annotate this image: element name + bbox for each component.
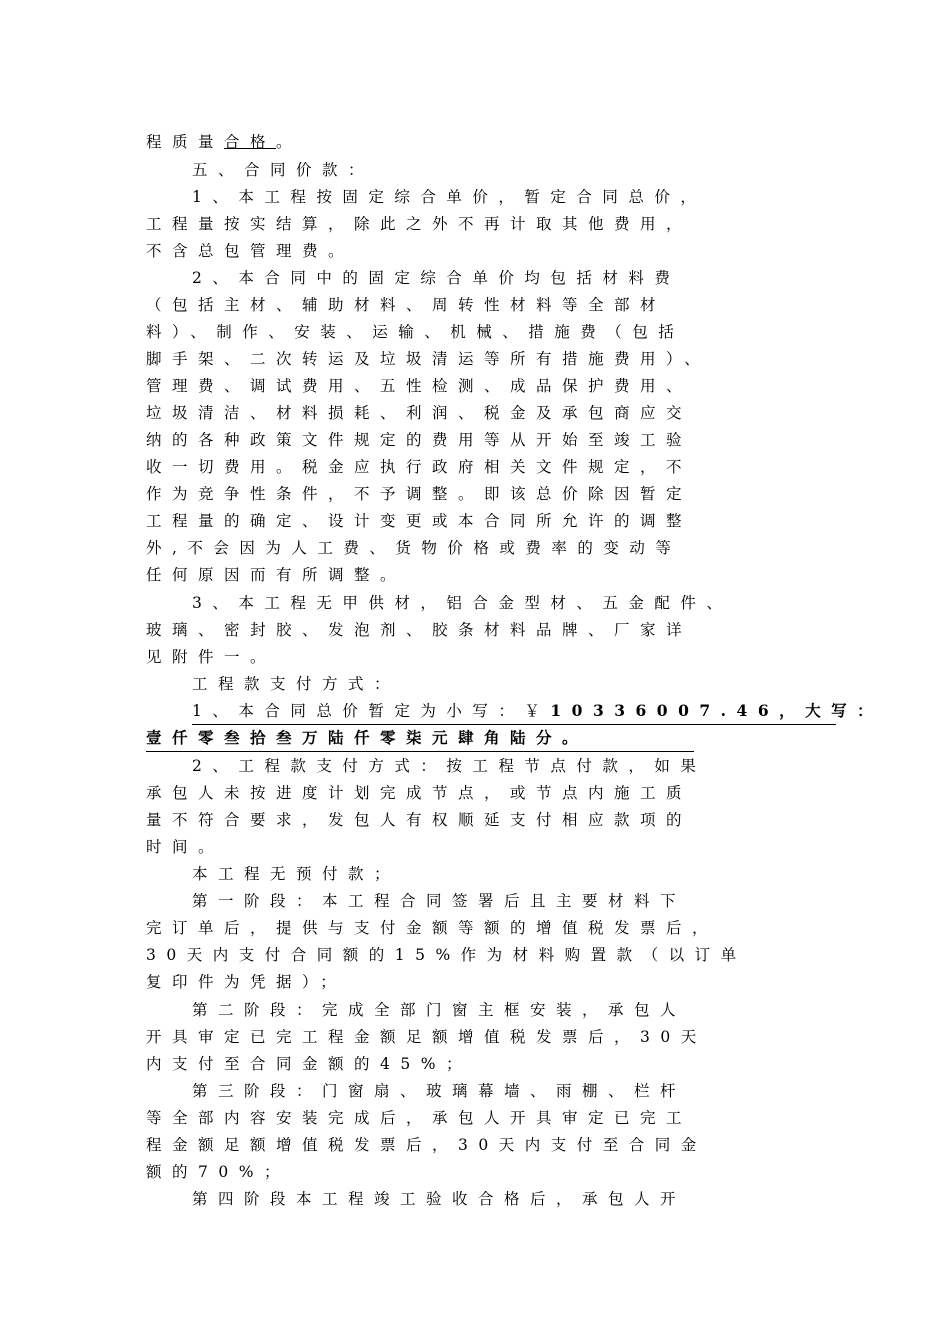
text-line: 额的70%；	[146, 1163, 290, 1181]
contract-amount-in-words: 壹仟零叁拾叁万陆仟零柒元肆角陆分。	[146, 725, 694, 752]
text-line: 2、本合同中的固定综合单价均包括材料费	[192, 269, 681, 287]
underlined-text: 合格	[224, 133, 277, 151]
text-span: 程质量	[146, 133, 225, 151]
contract-total-line	[192, 698, 884, 725]
text-line: 玻璃、密封胶、发泡剂、胶条材料品牌、厂家详	[146, 621, 693, 639]
text-line: 2、工程款支付方式：按工程节点付款，如果	[192, 757, 707, 775]
text-line: 垃圾清洁、材料损耗、利润、税金及承包商应交	[146, 404, 693, 422]
text-line: 任何原因而有所调整。	[146, 566, 407, 584]
contract-amount: 10336007.46，大写：	[550, 701, 884, 720]
text-line: 本工程无预付款；	[192, 865, 401, 883]
text-line: 料）、制作、安装、运输、机械、措施费（包括	[146, 323, 685, 341]
text-line: 纳的各种政策文件规定的费用等从开始至竣工验	[146, 431, 693, 449]
text-line: 脚手架、二次转运及垃圾清运等所有措施费用）、	[146, 350, 711, 368]
text-line: 完订单后，提供与支付金额等额的增值税发票后，	[146, 919, 719, 937]
text-span: 1、本合同总价暂定为小写：￥	[192, 702, 551, 720]
text-line: 30天内支付合同额的15%作为材料购置款（以订单	[146, 946, 747, 964]
text-line: 作为竞争性条件，不予调整。即该总价除因暂定	[146, 485, 693, 503]
text-line: 第三阶段：门窗扇、玻璃幕墙、雨棚、栏杆	[192, 1082, 687, 1100]
text-line: 外,不会因为人工费、货物价格或费率的变动等	[146, 539, 682, 557]
text-line: 时间。	[146, 838, 225, 856]
text-line	[146, 129, 836, 155]
text-line: （包括主材、辅助材料、周转性材料等全部材	[146, 296, 667, 314]
text-line: 收一切费用。税金应执行政府相关文件规定，不	[146, 458, 693, 476]
text-line: 等全部内容安装完成后，承包人开具审定已完工	[146, 1109, 693, 1127]
text-line: 第二阶段：完成全部门窗主框安装，承包人	[192, 1001, 687, 1019]
text-line: 3、本工程无甲供材，铝合金型材、五金配件、	[192, 594, 733, 612]
text-line: 见附件一。	[146, 648, 277, 666]
text-line: 量不符合要求，发包人有权顺延支付相应款项的	[146, 811, 693, 829]
section-heading: 五、合同价款：	[192, 161, 375, 179]
text-line: 1、本工程按固定综合单价，暂定合同总价，	[192, 188, 707, 206]
text-line: 管理费、调试费用、五性检测、成品保护费用、	[146, 377, 693, 395]
text-line: 承包人未按进度计划完成节点，或节点内施工质	[146, 784, 693, 802]
text-line: 程金额足额增值税发票后，30天内支付至合同金	[146, 1136, 707, 1154]
text-line: 工程量按实结算，除此之外不再计取其他费用，	[146, 215, 693, 233]
text-line: 第一阶段：本工程合同签署后且主要材料下	[192, 892, 687, 910]
text-line: 工程量的确定、设计变更或本合同所允许的调整	[146, 512, 693, 530]
text-line: 内支付至合同金额的45%；	[146, 1055, 472, 1073]
text-line: 不含总包管理费。	[146, 242, 355, 260]
section-heading: 工程款支付方式：	[192, 675, 401, 693]
text-line: 第四阶段本工程竣工验收合格后，承包人开	[192, 1190, 687, 1208]
text-line: 开具审定已完工程金额足额增值税发票后，30天	[146, 1028, 707, 1046]
text-line: 复印件为凭据）；	[146, 973, 347, 991]
text-span: 。	[276, 133, 303, 151]
